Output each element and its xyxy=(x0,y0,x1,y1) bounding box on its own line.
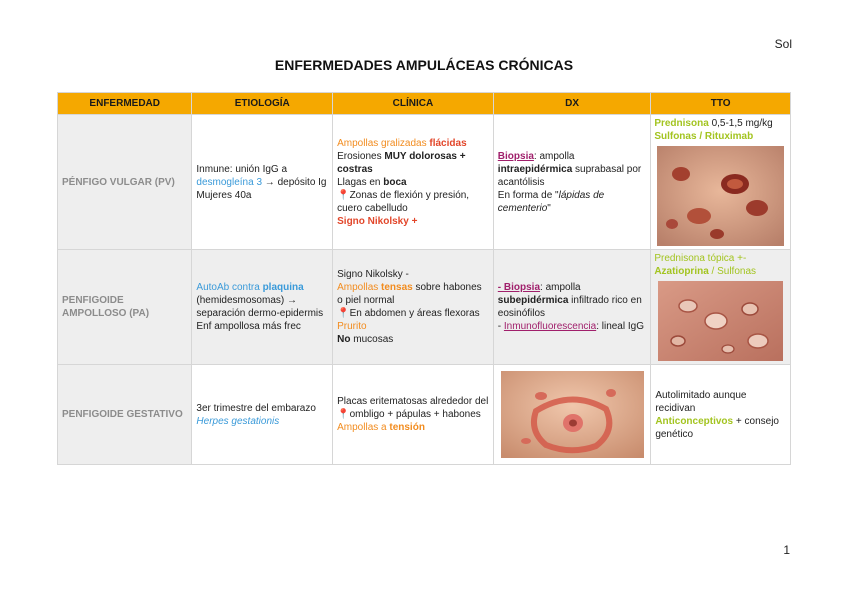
column-header-dx: DX xyxy=(493,93,651,115)
highlight-text: Prurito xyxy=(337,321,367,332)
cell-dx xyxy=(493,115,651,250)
highlight-text: Ampollas a xyxy=(337,422,390,433)
text-line xyxy=(337,137,489,150)
text-line xyxy=(337,408,489,421)
text-span: ombligo + pápulas + habones xyxy=(349,409,481,420)
bold-text: intraepidérmica xyxy=(497,163,573,175)
bold-text: costras xyxy=(337,163,373,175)
bold-text: subepidérmica xyxy=(497,295,569,306)
pin-icon: 📍 xyxy=(337,409,350,420)
clinical-photo xyxy=(658,281,783,361)
text-span: Erosiones xyxy=(337,150,385,162)
highlight-text: tensas xyxy=(381,282,413,293)
highlight-text: Anticonceptivos xyxy=(655,415,734,427)
text-span: : ampolla xyxy=(540,282,581,293)
text-span: → depósito Ig xyxy=(262,176,327,188)
cell-etiologia xyxy=(192,365,333,465)
text-line: Enf ampollosa más frec xyxy=(196,321,301,332)
text-line xyxy=(498,294,647,320)
text-line xyxy=(654,265,787,278)
text-line xyxy=(196,176,328,189)
text-span: - xyxy=(497,321,504,332)
highlight-text: plaquina xyxy=(262,282,304,293)
clinical-photo xyxy=(657,146,784,246)
column-header-tto: TTO xyxy=(651,93,791,115)
text-line: 3er trimestre del embarazo xyxy=(196,402,316,414)
text-line: Mujeres 40a xyxy=(196,189,252,201)
cell-clinica xyxy=(333,250,494,365)
cell-dx xyxy=(493,365,651,465)
disease-name: PÉNFIGO VULGAR (PV) xyxy=(62,176,175,188)
text-line xyxy=(498,150,647,189)
highlight-text: Prednisona tópica +- xyxy=(654,253,747,264)
diseases-table xyxy=(57,92,791,465)
page-title: ENFERMEDADES AMPULÁCEAS CRÓNICAS xyxy=(274,57,574,73)
text-line xyxy=(654,117,787,130)
highlight-text: Signo Nikolsky + xyxy=(337,215,418,227)
highlight-text: flácidas xyxy=(429,137,467,149)
text-span: : ampolla xyxy=(533,150,575,162)
cell-tto xyxy=(651,250,791,365)
text-line: (hemidesmosomas) → xyxy=(196,295,297,306)
pin-icon: 📍 xyxy=(337,308,350,319)
table-row xyxy=(58,250,791,365)
disease-name: PENFIGOIDE AMPOLLOSO (PA) xyxy=(62,295,150,319)
cell-clinica xyxy=(333,115,494,250)
immunofluorescence-label: Inmunofluorescencia xyxy=(503,321,597,332)
text-span: : lineal IgG xyxy=(596,321,644,332)
highlight-text: Azatioprina xyxy=(654,266,709,277)
cell-tto xyxy=(651,365,791,465)
highlight-text: / Sulfonas xyxy=(708,266,757,277)
table-row xyxy=(58,115,791,250)
highlight-text: tensión xyxy=(389,422,425,433)
text-line: Signo Nikolsky - xyxy=(337,269,409,280)
text-span: " xyxy=(547,202,551,214)
bold-text: No xyxy=(337,334,351,345)
page-number: 1 xyxy=(783,543,790,557)
text-span: Llagas en xyxy=(337,176,384,188)
cell-etiologia xyxy=(192,250,333,365)
text-span: mucosas xyxy=(350,334,394,345)
italic-text: lápidas de cementerio xyxy=(497,189,605,214)
cell-tto xyxy=(651,115,791,250)
text-line: Inmune: unión IgG a xyxy=(196,163,288,175)
column-header-etiologia: ETIOLOGÍA xyxy=(192,93,333,115)
cell-enfermedad xyxy=(58,250,192,365)
text-span: En forma de " xyxy=(497,189,559,201)
highlight-text: Ampollas gralizadas xyxy=(337,137,430,149)
text-line xyxy=(337,421,489,434)
text-line xyxy=(337,150,489,163)
text-line xyxy=(655,415,786,441)
highlight-text: Ampollas xyxy=(337,282,382,293)
text-span: suprabasal por acantólisis xyxy=(497,163,642,188)
clinical-photo xyxy=(501,371,644,458)
text-line xyxy=(498,320,647,333)
cell-clinica xyxy=(333,365,494,465)
text-span: + consejo genético xyxy=(655,415,779,440)
text-line xyxy=(196,281,328,294)
highlight-text: Prednisona xyxy=(654,118,712,129)
cell-dx xyxy=(493,250,651,365)
italic-text: Herpes gestationis xyxy=(196,415,280,427)
bold-text: boca xyxy=(383,176,407,188)
pin-icon: 📍 xyxy=(337,189,350,201)
text-line xyxy=(337,176,489,189)
cell-enfermedad xyxy=(58,365,192,465)
table-row xyxy=(58,365,791,465)
text-line: separación dermo-epidermis xyxy=(196,308,324,319)
text-line xyxy=(337,307,489,320)
text-line xyxy=(337,189,489,215)
table-header-row xyxy=(58,93,791,115)
bold-text: MUY dolorosas + xyxy=(384,150,466,162)
cell-etiologia xyxy=(192,115,333,250)
author-label: Sol xyxy=(774,37,792,51)
disease-name: PENFIGOIDE GESTATIVO xyxy=(62,409,183,420)
cell-enfermedad xyxy=(58,115,192,250)
text-span: En abdomen y áreas flexoras xyxy=(349,308,480,319)
text-line: Placas eritematosas alrededor del xyxy=(337,396,489,407)
text-line xyxy=(337,333,489,346)
highlight-text: Sulfonas / Rituximab xyxy=(654,131,754,142)
highlight-text: AutoAb contra xyxy=(196,282,263,293)
text-line xyxy=(498,281,647,294)
text-line: Autolimitado aunque recidivan xyxy=(655,389,747,414)
column-header-enfermedad: ENFERMEDAD xyxy=(58,93,192,115)
text-span: sobre habones o piel normal xyxy=(337,282,482,306)
text-span: Zonas de flexión y presión, cuero cabelludo xyxy=(337,189,470,214)
biopsy-label: - Biopsia xyxy=(497,282,541,293)
biopsy-label: Biopsia xyxy=(497,150,534,162)
text-span: 0,5-1,5 mg/kg xyxy=(711,118,773,129)
text-line xyxy=(337,281,489,307)
text-line xyxy=(498,189,647,215)
column-header-clinica: CLÍNICA xyxy=(333,93,494,115)
highlight-text: desmogleína 3 xyxy=(196,176,263,188)
text-span: infiltrado rico en eosinófilos xyxy=(497,295,642,319)
